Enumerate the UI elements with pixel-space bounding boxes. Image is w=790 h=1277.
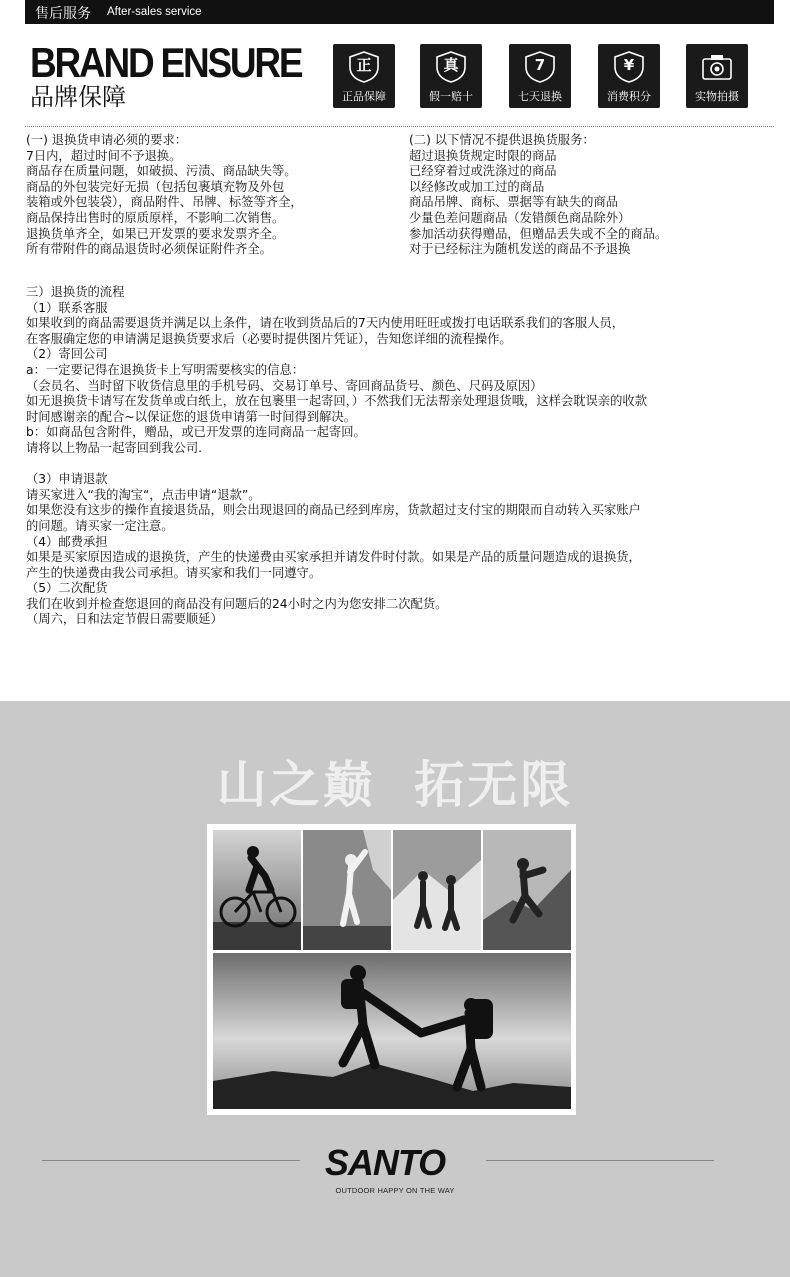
brand-title-zh: 品牌保障 <box>30 83 126 111</box>
requirement-line: 商品的外包装完好无损（包括包裹填充物及外包 <box>26 179 285 194</box>
santo-logo <box>300 1142 470 1182</box>
process-line: 在客服确定您的申请满足退换货要求后（必要时提供图片凭证），告知您详细的流程操作。 <box>26 331 512 346</box>
process-line: （1）联系客服 <box>26 300 108 315</box>
requirement-line: 所有带附件的商品退货时必须保证附件齐全。 <box>26 242 272 257</box>
process-line: （会员名、当时留下收货信息里的手机号码、交易订单号、寄回商品货号、颜色、尺码及原因） <box>26 378 543 393</box>
exclusion-line: 以经修改或加工过的商品 <box>409 179 545 194</box>
requirement-line: (一) 退换货申请必须的要求： <box>26 133 188 147</box>
process-line: 请将以上物品一起寄回到我公司. <box>26 440 203 455</box>
exclusion-line: 超过退换货规定时限的商品 <box>409 148 557 163</box>
photo-rock-climber <box>303 830 391 950</box>
requirement-line: 商品保持出售时的原质原样，不影响二次销售。 <box>26 210 285 225</box>
header-bar <box>25 0 774 24</box>
requirement-line: 装箱或外包装袋），商品附件、吊牌、标签等齐全， <box>26 195 303 210</box>
process-line: b：如商品包含附件，赠品，或已开发票的连同商品一起寄回。 <box>26 425 366 440</box>
requirement-line: 7日内，超过时间不予退换。 <box>26 148 182 163</box>
header-title-en: After-sales service <box>107 6 202 18</box>
logo-line-right <box>486 1160 714 1161</box>
process-line: 如果您没有这步的操作直接退货品，则会出现退回的商品已经到库房，货款超过支付宝的期限而自动转入买家账户 <box>26 503 641 518</box>
exclusion-line: 已经穿着过或洗涤过的商品 <box>409 164 557 179</box>
slogan: 山之巅 拓无限 <box>216 756 574 814</box>
photo-cyclist <box>213 830 301 950</box>
process-line: （3）申请退款 <box>26 472 108 487</box>
process-line: a：一定要记得在退换货卡上写明需要核实的信息： <box>26 362 305 377</box>
divider <box>25 126 774 127</box>
process-line: 如果收到的商品需要退货并满足以上条件，请在收到货品后的7天内使用旺旺或拨打电话联系我们的客服人员， <box>26 316 625 331</box>
process-line: 如无退换货卡请写在发货单或白纸上，放在包裹里一起寄回，）不然我们无法帮亲处理退货哦，这样会耽误亲的收款 <box>26 394 647 409</box>
badge-label: 七天退换 <box>518 90 562 103</box>
process-line: 如果是买家原因造成的退换货，产生的快递费由买家承担并请发件时付款。如果是产品的质量问题造成的退换货， <box>26 550 641 565</box>
process-line: 的问题。请买家一定注意。 <box>26 518 174 533</box>
badge-label: 消费积分 <box>607 90 651 103</box>
badge-label: 假一赔十 <box>429 90 473 103</box>
return-process <box>26 285 647 628</box>
badge-glyph: ¥ <box>623 56 635 74</box>
logo-line-left <box>42 1160 300 1161</box>
process-line: （4）邮费承担 <box>26 534 108 549</box>
photo-mountain-climber <box>483 830 571 950</box>
header-title-zh: 售后服务 <box>35 6 91 22</box>
process-line: 请买家进入“我的淘宝“，点击申请“退款”。 <box>26 487 261 502</box>
logo-text: SANTO <box>324 1142 446 1182</box>
return-exclusions <box>409 133 667 258</box>
badge-glyph: 7 <box>534 56 546 74</box>
badge-fake-compensate <box>420 44 482 108</box>
exclusion-line: 参加活动获得赠品，但赠品丢失或不全的商品。 <box>409 226 668 241</box>
badge-glyph: 正 <box>356 56 372 74</box>
badge-seven-day-return <box>509 44 571 108</box>
process-line: （5）二次配货 <box>26 581 108 596</box>
brand-title-en: BRAND ENSURE <box>30 39 302 86</box>
process-line: 时间感谢亲的配合~以保证您的退货申请第一时间得到解决。 <box>26 409 357 424</box>
exclusion-line: 对于已经标注为随机发送的商品不予退换 <box>409 242 631 257</box>
exclusion-line: 商品吊牌、商标、票据等有缺失的商品 <box>409 195 619 210</box>
photo-helping-hand <box>213 953 571 1109</box>
badge-label: 实物拍摄 <box>695 90 739 103</box>
badge-label: 正品保障 <box>342 90 386 103</box>
photo-snow-hikers <box>393 830 481 950</box>
exclusion-line: 少量色差问题商品（发错颜色商品除外） <box>409 210 631 225</box>
requirement-line: 商品存在质量问题，如破损、污渍、商品缺失等。 <box>26 164 297 179</box>
requirement-line: 退换货单齐全，如果已开发票的要求发票齐全。 <box>26 226 285 241</box>
badge-points <box>598 44 660 108</box>
exclusion-line: (二) 以下情况不提供退换货服务： <box>409 133 595 147</box>
process-line: （周六，日和法定节假日需要顺延） <box>26 612 223 627</box>
badge-glyph: 真 <box>443 56 459 74</box>
photo-collage <box>207 824 576 1115</box>
tagline: OUTDOOR HAPPY ON THE WAY <box>335 1186 455 1195</box>
process-line: 我们在收到并检查您退回的商品没有问题后的24小时之内为您安排二次配货。 <box>26 596 448 611</box>
process-line: （2）寄回公司 <box>26 347 108 362</box>
camera-icon <box>700 50 734 84</box>
badge-authentic <box>333 44 395 108</box>
process-line <box>26 457 647 473</box>
badge-real-photo <box>686 44 748 108</box>
process-line: 产生的快递费由我公司承担。请买家和我们一同遵守。 <box>26 565 322 580</box>
return-requirements <box>26 133 303 258</box>
process-line: 三）退换货的流程 <box>26 285 125 299</box>
